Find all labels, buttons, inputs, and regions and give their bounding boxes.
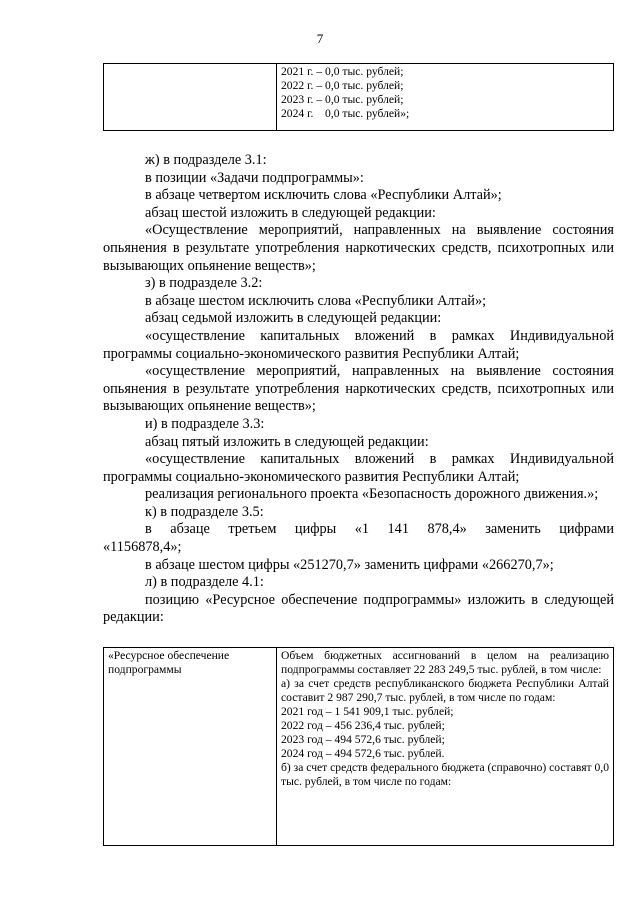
resource-table xyxy=(103,647,614,846)
top-table-right-cell xyxy=(277,64,614,131)
year-line: 2021 г. – 0,0 тыс. рублей; xyxy=(281,65,404,78)
year-line: 2022 год – 456 236,4 тыс. рублей; xyxy=(281,719,445,732)
year-line: 2024 г. 0,0 тыс. рублей»; xyxy=(281,107,410,120)
paragraph: «осуществление мероприятий, направленных на выявление состояния опьянения в результате употребления наркотических средств, психотропных или вызывающих опьянение веществ»; xyxy=(103,363,614,415)
paragraph: и) в подразделе 3.3: xyxy=(145,415,265,432)
document-body xyxy=(103,152,614,627)
paragraph: з) в подразделе 3.2: xyxy=(145,275,263,292)
paragraph: «осуществление капитальных вложений в рамках Индивидуальной программы социально-экономического развития Республики Алтай; xyxy=(103,327,614,362)
paragraph: ж) в подразделе 3.1: xyxy=(145,152,267,168)
paragraph: в абзаце шестом исключить слова «Республики Алтай»; xyxy=(145,292,487,309)
top-table xyxy=(103,63,614,131)
paragraph: в позиции «Задачи подпрограммы»: xyxy=(145,169,364,186)
year-line: 2024 год – 494 572,6 тыс. рублей. xyxy=(281,747,445,760)
paragraph: абзац пятый изложить в следующей редакции: xyxy=(145,433,429,450)
page-number: 7 xyxy=(316,31,324,46)
resource-table-value-cell xyxy=(277,648,614,846)
year-line: 2022 г. – 0,0 тыс. рублей; xyxy=(281,79,404,92)
year-line: 2023 г. – 0,0 тыс. рублей; xyxy=(281,93,404,106)
top-table-left-cell xyxy=(104,64,277,131)
paragraph: абзац седьмой изложить в следующей редакции: xyxy=(145,310,442,327)
year-line: 2023 год – 494 572,6 тыс. рублей; xyxy=(281,733,445,746)
paragraph: реализация регионального проекта «Безопасность дорожного движения.»; xyxy=(145,486,599,503)
resource-total: Объем бюджетных ассигнований в целом на реализацию подпрограммы составляет 22 283 249,5 тыс. рублей, в том числе: xyxy=(281,649,609,676)
resource-table-label-cell xyxy=(104,648,277,846)
paragraph: в абзаце третьем цифры «1 141 878,4» заменить цифрами «1156878,4»; xyxy=(103,521,614,556)
paragraph: л) в подразделе 4.1: xyxy=(145,574,264,591)
paragraph: в абзаце шестом цифры «251270,7» заменить цифрами «266270,7»; xyxy=(145,556,554,573)
paragraph: «Осуществление мероприятий, направленных на выявление состояния опьянения в результате употребления наркотических средств, психотропных или вызывающих опьянение веществ»; xyxy=(103,222,614,274)
paragraph: абзац шестой изложить в следующей редакции: xyxy=(145,204,436,221)
paragraph: к) в подразделе 3.5: xyxy=(145,503,264,520)
resource-label: «Ресурсное обеспечение подпрограммы xyxy=(108,649,230,676)
table-row xyxy=(104,64,614,131)
table-row xyxy=(104,648,614,846)
paragraph: в абзаце четвертом исключить слова «Республики Алтай»; xyxy=(145,187,502,204)
resource-regional-budget: а) за счет средств республиканского бюджета Республики Алтай составит 2 987 290,7 тыс. рублей, в том числе по годам: xyxy=(281,677,609,704)
year-line: 2021 год – 1 541 909,1 тыс. рублей; xyxy=(281,705,454,718)
resource-federal-budget: б) за счет средств федерального бюджета (справочно) составят 0,0 тыс. рублей, в том числе по годам: xyxy=(281,761,609,788)
paragraph: «осуществление капитальных вложений в рамках Индивидуальной программы социально-экономического развития Республики Алтай; xyxy=(103,451,614,485)
paragraph: позицию «Ресурсное обеспечение подпрограммы» изложить в следующей редакции: xyxy=(103,591,614,626)
